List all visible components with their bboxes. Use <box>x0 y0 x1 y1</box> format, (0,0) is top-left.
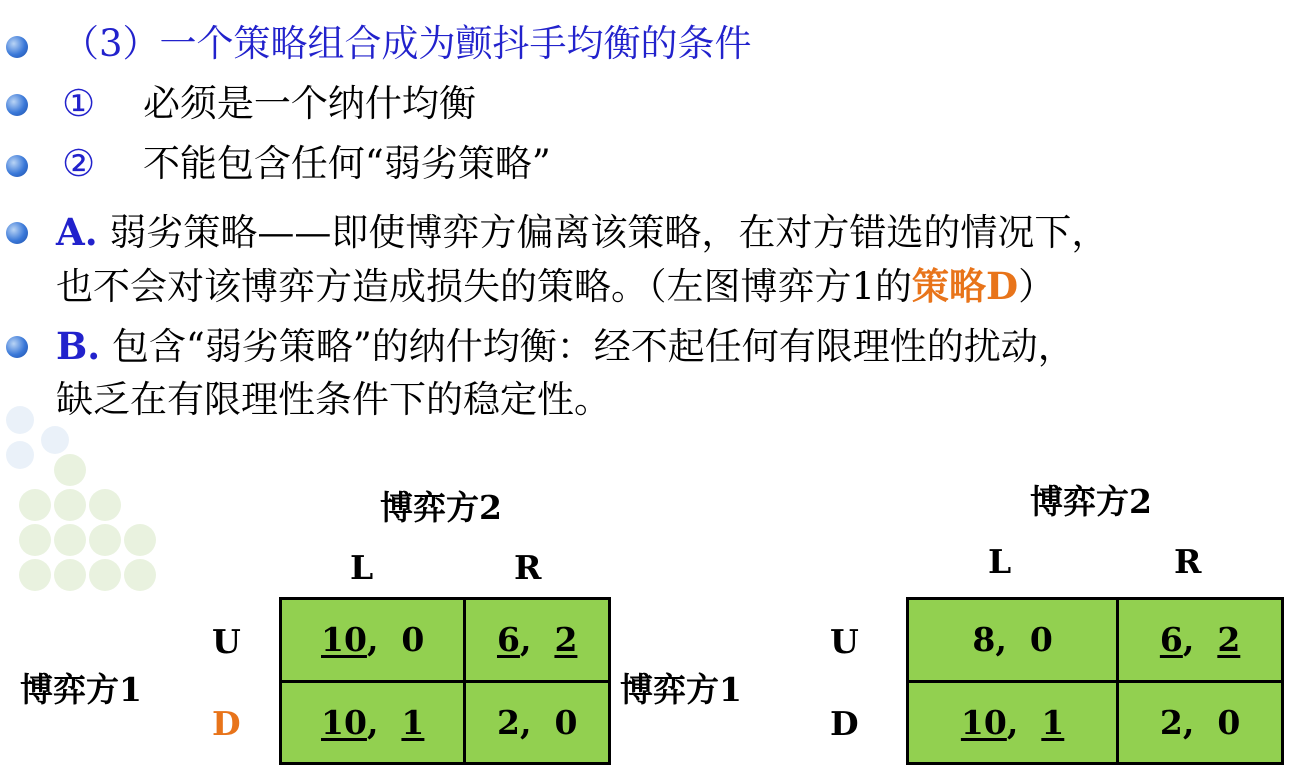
condition-1-marker: ① <box>62 82 96 125</box>
point-b-line2: 缺乏在有限理性条件下的稳定性。 <box>56 378 611 421</box>
bullet-icon <box>6 36 28 58</box>
left-cell-UR: 6, 2 <box>465 599 610 682</box>
bullet-icon <box>6 222 28 244</box>
left-player2-label: 博弈方2 <box>380 488 502 527</box>
left-row-U: U <box>212 622 241 661</box>
left-cell-DL: 10, 1 <box>281 681 465 764</box>
slide-heading: （3）一个策略组合成为颤抖手均衡的条件 <box>62 22 752 65</box>
left-player1-label: 博弈方1 <box>20 670 142 709</box>
left-row-D: D <box>212 704 241 743</box>
left-col-R: R <box>514 548 542 587</box>
point-a-line1 <box>56 210 1108 255</box>
condition-2-marker: ② <box>62 142 96 185</box>
right-player1-label: 博弈方1 <box>620 670 742 709</box>
left-cell-DR: 2, 0 <box>465 681 610 764</box>
condition-1-text: 必须是一个纳什均衡 <box>142 82 476 125</box>
right-row-U: U <box>830 622 859 661</box>
bullet-icon <box>6 94 28 116</box>
point-a-text3: ） <box>1018 265 1056 308</box>
condition-2 <box>62 142 551 186</box>
right-row-D: D <box>830 704 859 743</box>
right-col-R: R <box>1174 542 1202 581</box>
condition-2-text: 不能包含任何“弱劣策略” <box>142 142 551 185</box>
point-b-label: B. <box>56 324 101 368</box>
point-b-line1 <box>56 324 1075 369</box>
point-b-text1: 包含“弱劣策略”的纳什均衡：经不起任何有限理性的扰动， <box>111 325 1075 368</box>
right-cell-DR: 2, 0 <box>1118 681 1283 764</box>
left-col-L: L <box>350 548 374 587</box>
right-cell-UR: 6, 2 <box>1118 599 1283 682</box>
point-a-highlight: 策略D <box>912 264 1019 308</box>
right-col-L: L <box>988 542 1012 581</box>
bullet-icon <box>6 336 28 358</box>
left-payoff-matrix <box>279 597 611 765</box>
point-a-label: A. <box>56 210 98 254</box>
right-cell-UL: 8, 0 <box>908 599 1118 682</box>
left-cell-UL: 10, 0 <box>281 599 465 682</box>
bullet-icon <box>6 155 28 177</box>
point-a-text2: 也不会对该博弈方造成损失的策略。（左图博弈方1的 <box>56 265 913 308</box>
point-a-line2 <box>56 264 1055 309</box>
right-payoff-matrix <box>906 597 1284 765</box>
right-player2-label: 博弈方2 <box>1030 482 1152 521</box>
point-a-text1: 弱劣策略——即使博弈方偏离该策略，在对方错选的情况下， <box>109 211 1109 254</box>
condition-1 <box>62 82 476 126</box>
right-cell-DL: 10, 1 <box>908 681 1118 764</box>
